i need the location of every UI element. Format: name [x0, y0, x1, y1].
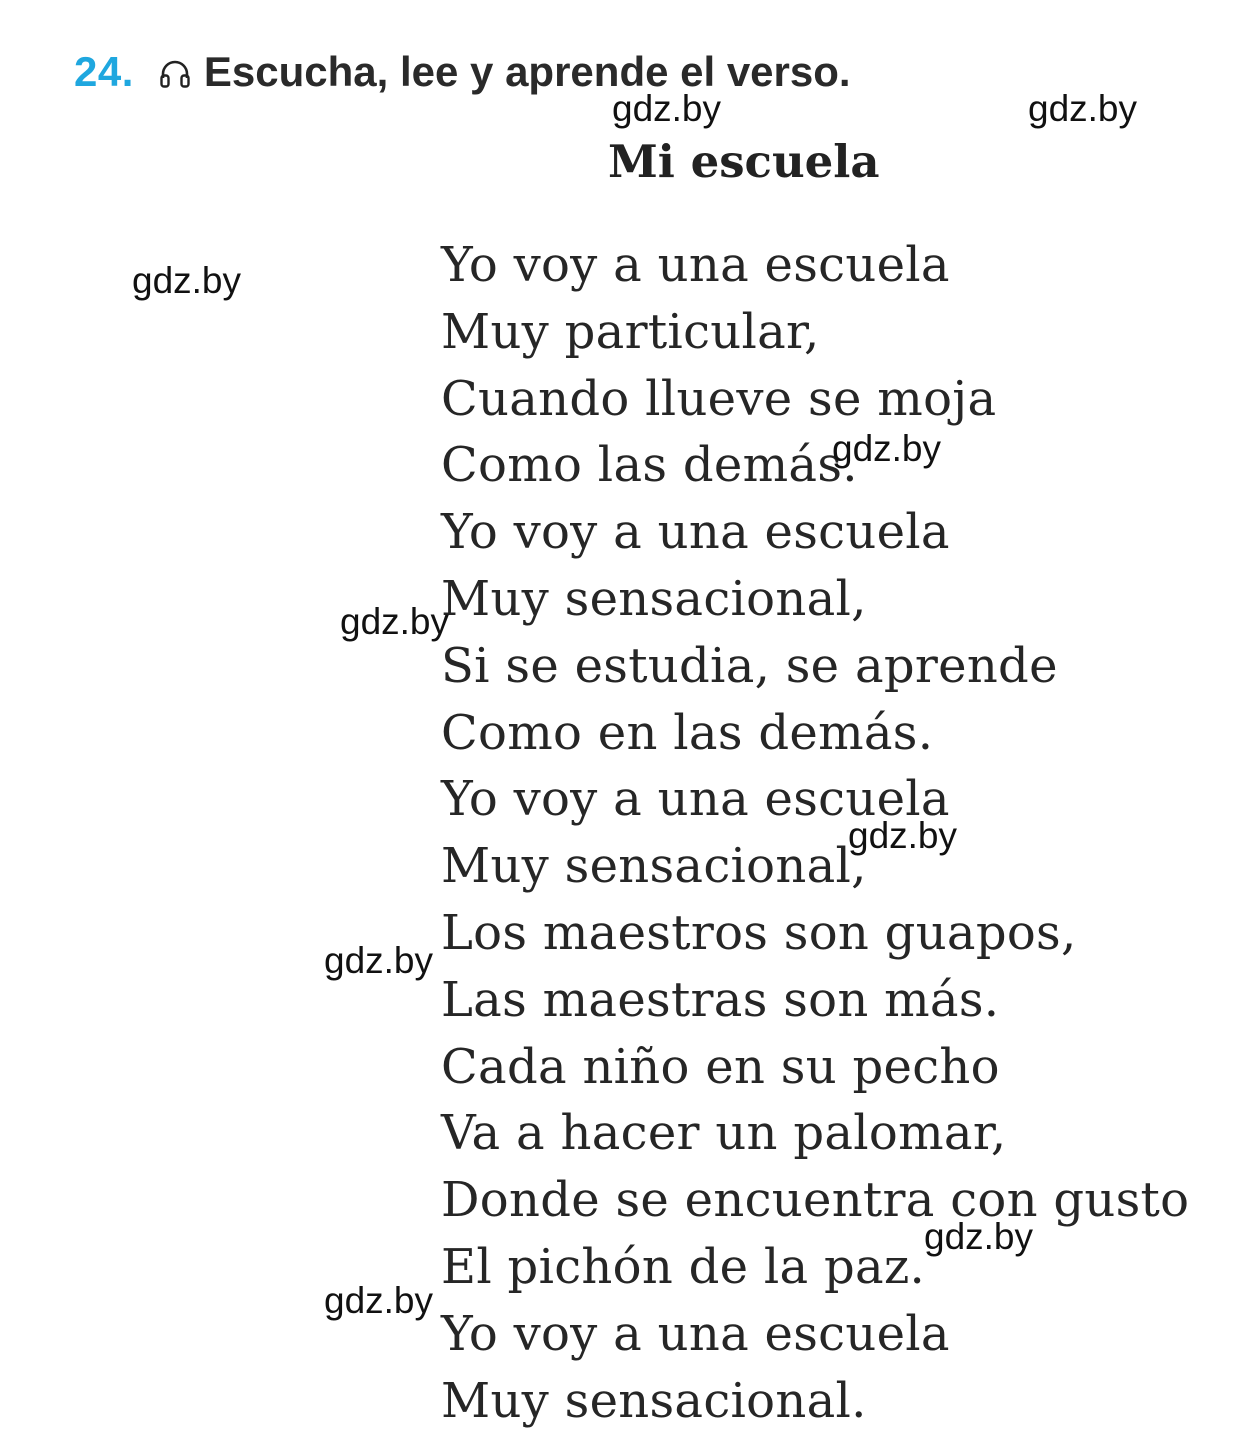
poem-line: Yo voy a una escuela — [441, 771, 950, 828]
watermark: gdz.by — [1028, 88, 1138, 129]
watermark: gdz.by — [340, 601, 450, 642]
poem-line: Cuando llueve se moja — [441, 370, 997, 427]
watermark: gdz.by — [612, 88, 722, 129]
poem-line: El pichón de la paz. — [441, 1238, 926, 1295]
poem-line: Donde se encuentra con gusto — [441, 1172, 1190, 1229]
poem-title: Mi escuela — [608, 135, 880, 188]
poem-line: Yo voy a una escuela — [441, 237, 950, 293]
watermark: gdz.by — [324, 1280, 434, 1321]
poem-body — [441, 232, 1189, 1434]
watermark: gdz.by — [324, 940, 434, 981]
poem-line: Como las demás. — [441, 437, 858, 494]
poem-line: Muy sensacional, — [441, 570, 867, 627]
watermark: gdz.by — [832, 428, 942, 469]
watermark: gdz.by — [924, 1216, 1034, 1257]
poem-line: Va a hacer un palomar, — [441, 1105, 1007, 1162]
headphones-icon[interactable] — [158, 57, 192, 91]
poem-line: Yo voy a una escuela — [441, 1305, 950, 1362]
exercise-instruction: Escucha, lee y aprende el verso. — [203, 48, 851, 95]
poem-line: Como en las demás. — [441, 704, 934, 761]
watermark: gdz.by — [848, 815, 958, 856]
poem-line: Los maestros son guapos, — [441, 904, 1077, 961]
poem-line: Cada niño en su pecho — [441, 1038, 1000, 1095]
exercise-number: 24. — [74, 48, 134, 95]
watermark: gdz.by — [132, 260, 242, 301]
poem-line: Yo voy a una escuela — [441, 504, 950, 561]
poem-line: Muy sensacional, — [441, 838, 867, 895]
poem-line: Muy sensacional. — [441, 1372, 867, 1429]
poem-line: Si se estudia, se aprende — [441, 637, 1058, 694]
poem-line: Las maestras son más. — [441, 971, 1000, 1028]
exercise-header — [74, 44, 851, 100]
poem-line: Muy particular, — [441, 303, 820, 360]
